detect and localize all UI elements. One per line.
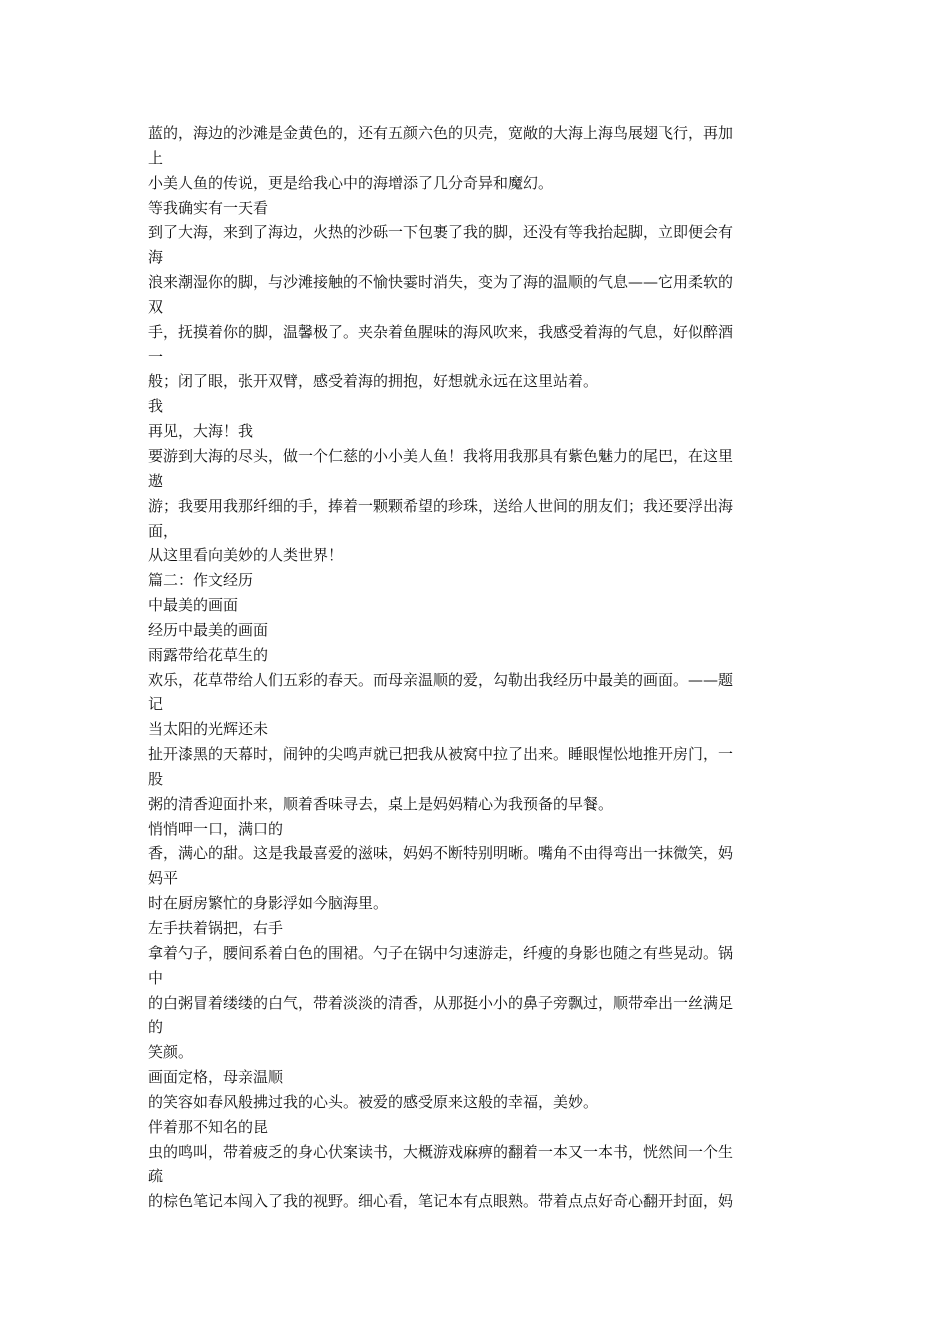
text-line: 的棕色笔记本闯入了我的视野。细心看，笔记本有点眼熟。带着点点好奇心翻开封面，妈 — [148, 1192, 734, 1211]
text-line: 妈平 — [148, 869, 179, 888]
text-line: 欢乐，花草带给人们五彩的春天。而母亲温顺的爱，勾勒出我经历中最美的画面。——题 — [148, 670, 734, 689]
text-line: 上 — [148, 148, 164, 167]
text-line: 小美人鱼的传说，更是给我心中的海增添了几分奇异和魔幻。 — [148, 173, 554, 192]
text-line: 蓝的，海边的沙滩是金黄色的，还有五颜六色的贝壳，宽敞的大海上海鸟展翅飞行，再加 — [148, 124, 734, 142]
text-line: 悄悄呷一口，满口的 — [148, 819, 284, 838]
text-line: 一 — [148, 347, 164, 366]
text-line: 香，满心的甜。这是我最喜爱的滋味，妈妈不断特别明晰。嘴角不由得弯出一抹微笑，妈 — [148, 844, 734, 863]
text-line: 虫的鸣叫，带着疲乏的身心伏案读书，大概游戏麻痹的翻着一本又一本书，恍然间一个生 — [148, 1142, 734, 1161]
text-line: 双 — [148, 297, 164, 316]
text-line: 伴着那不知名的昆 — [148, 1117, 269, 1136]
document-body — [148, 121, 810, 1214]
text-line: 从这里看向美妙的人类世界！ — [148, 546, 344, 565]
text-line: 浪来潮湿你的脚，与沙滩接触的不愉快霎时消失，变为了海的温顺的气息——它用柔软的 — [148, 273, 734, 292]
text-line: 雨露带给花草生的 — [148, 645, 269, 664]
text-line: 记 — [148, 695, 164, 714]
text-line: 手，抚摸着你的脚，温馨极了。夹杂着鱼腥味的海风吹来，我感受着海的气息，好似醉酒 — [148, 322, 734, 341]
text-line: 左手扶着锅把，右手 — [148, 919, 284, 937]
text-line: 经历中最美的画面 — [148, 620, 269, 639]
text-line: 画面定格，母亲温顺 — [148, 1068, 284, 1087]
text-line: 中 — [148, 968, 164, 987]
text-line: 的白粥冒着缕缕的白气，带着淡淡的清香，从那挺小小的鼻子旁飘过，顺带牵出一丝满足 — [148, 993, 734, 1012]
text-line: 中最美的画面 — [148, 596, 239, 615]
text-line: 的 — [148, 1018, 164, 1037]
text-line: 篇二：作文经历 — [148, 571, 254, 590]
text-line: 股 — [148, 769, 164, 788]
text-line: 面， — [148, 521, 179, 540]
text-line: 扯开漆黑的天幕时，闹钟的尖鸣声就已把我从被窝中拉了出来。睡眼惺忪地推开房门，一 — [148, 745, 734, 764]
text-line: 遨 — [148, 471, 164, 490]
text-line: 般；闭了眼，张开双臂，感受着海的拥抱，好想就永远在这里站着。 — [148, 372, 599, 391]
text-line: 再见，大海！我 — [148, 422, 254, 441]
text-line: 粥的清香迎面扑来，顺着香味寻去，桌上是妈妈精心为我预备的早餐。 — [148, 794, 614, 813]
text-line: 拿着勺子，腰间系着白色的围裙。勺子在锅中匀速游走，纤瘦的身影也随之有些晃动。锅 — [148, 943, 734, 962]
text-line: 笑颜。 — [148, 1043, 194, 1062]
text-line: 我 — [148, 397, 164, 416]
text-line: 游；我要用我那纤细的手，捧着一颗颗希望的珍珠，送给人世间的朋友们；我还要浮出海 — [148, 496, 734, 515]
text-line: 时在厨房繁忙的身影浮如今脑海里。 — [148, 894, 389, 913]
text-line: 等我确实有一天看 — [148, 198, 269, 217]
text-line: 海 — [148, 248, 164, 267]
text-line: 当太阳的光辉还未 — [148, 720, 269, 739]
text-line: 要游到大海的尽头，做一个仁慈的小小美人鱼！我将用我那具有紫色魅力的尾巴，在这里 — [148, 446, 734, 465]
text-line: 疏 — [148, 1167, 164, 1186]
text-line: 到了大海，来到了海边，火热的沙砾一下包裹了我的脚，还没有等我抬起脚，立即便会有 — [148, 223, 734, 242]
text-line: 的笑容如春风般拂过我的心头。被爱的感受原来这般的幸福，美妙。 — [148, 1092, 599, 1111]
